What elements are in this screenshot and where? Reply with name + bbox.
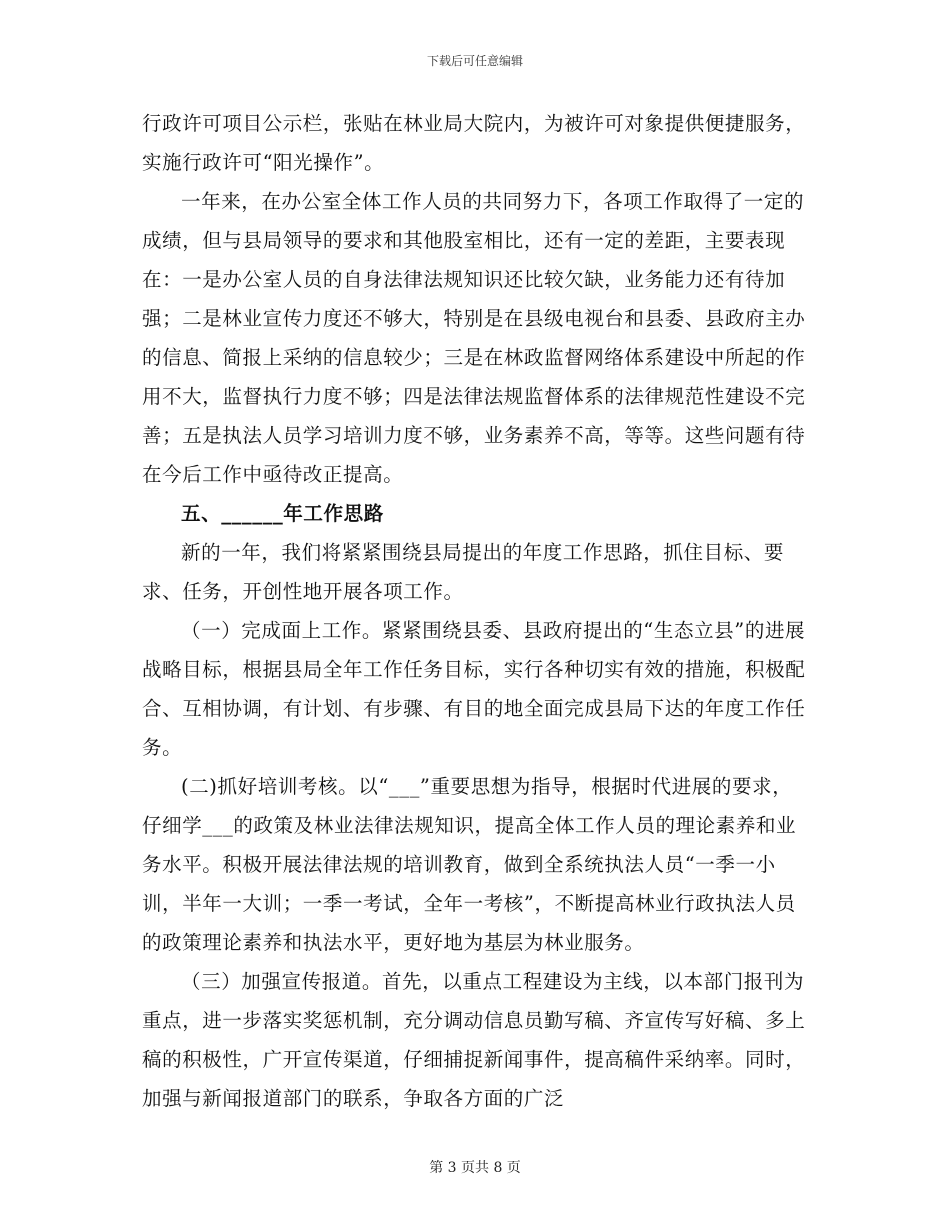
paragraph-item-3: （三）加强宣传报道。首先，以重点工程建设为主线，以本部门报刊为重点，进一步落实奖惩机制，充分调动信息员勤写稿、齐宣传写好稿、多上稿的积极性，广开宣传渠道，仔细捕捉新闻事件，提高稿件采纳率。同时，加强与新闻报道部门的联系，争取各方面的广泛	[142, 970, 806, 1110]
section-heading-work-plan: 五、______年工作思路	[181, 502, 384, 525]
page-footer-number: 第 3 页共 8 页	[429, 1160, 521, 1176]
paragraph-new-year-intro: 新的一年，我们将紧紧围绕县局提出的年度工作思路，抓住目标、要求、任务，开创性地开展各项工作。	[142, 541, 785, 603]
page-header-note: 下载后可任意编辑	[426, 54, 523, 68]
paragraph-item-1: （一）完成面上工作。紧紧围绕县委、县政府提出的“生态立县”的进展战略目标，根据县局全年工作任务目标，实行各种切实有效的措施，积极配合、互相协调，有计划、有步骤、有目的地全面完成县局下达的年度工作任务。	[142, 619, 806, 759]
document-body	[142, 104, 812, 1118]
paragraph-shortcomings: 一年来，在办公室全体工作人员的共同努力下，各项工作取得了一定的成绩，但与县局领导的要求和其他股室相比，还有一定的差距，主要表现在：一是办公室人员的自身法律法规知识还比较欠缺，业务能力还有待加强；二是林业宣传力度还不够大，特别是在县级电视台和县委、县政府主办的信息、简报上采纳的信息较少；三是在林政监督网络体系建设中所起的作用不大，监督执行力度不够；四是法律法规监督体系的法律规范性建设不完善；五是执法人员学习培训力度不够，业务素养不高，等等。这些问题有待在今后工作中亟待改正提高。	[142, 190, 806, 486]
paragraph-item-2: (二)抓好培训考核。以“___”重要思想为指导，根据时代进展的要求，仔细学___的政策及林业法律法规知识，提高全体工作人员的理论素养和业务水平。积极开展法律法规的培训教育，做到全系统执法人员“一季一小训，半年一大训；一季一考试，全年一考核”，不断提高林业行政执法人员的政策理论素养和执法水平，更好地为基层为林业服务。	[142, 775, 797, 954]
paragraph-approval-board: 行政许可项目公示栏，张贴在林业局大院内，为被许可对象提供便捷服务，实施行政许可“阳光操作”。	[142, 112, 806, 174]
